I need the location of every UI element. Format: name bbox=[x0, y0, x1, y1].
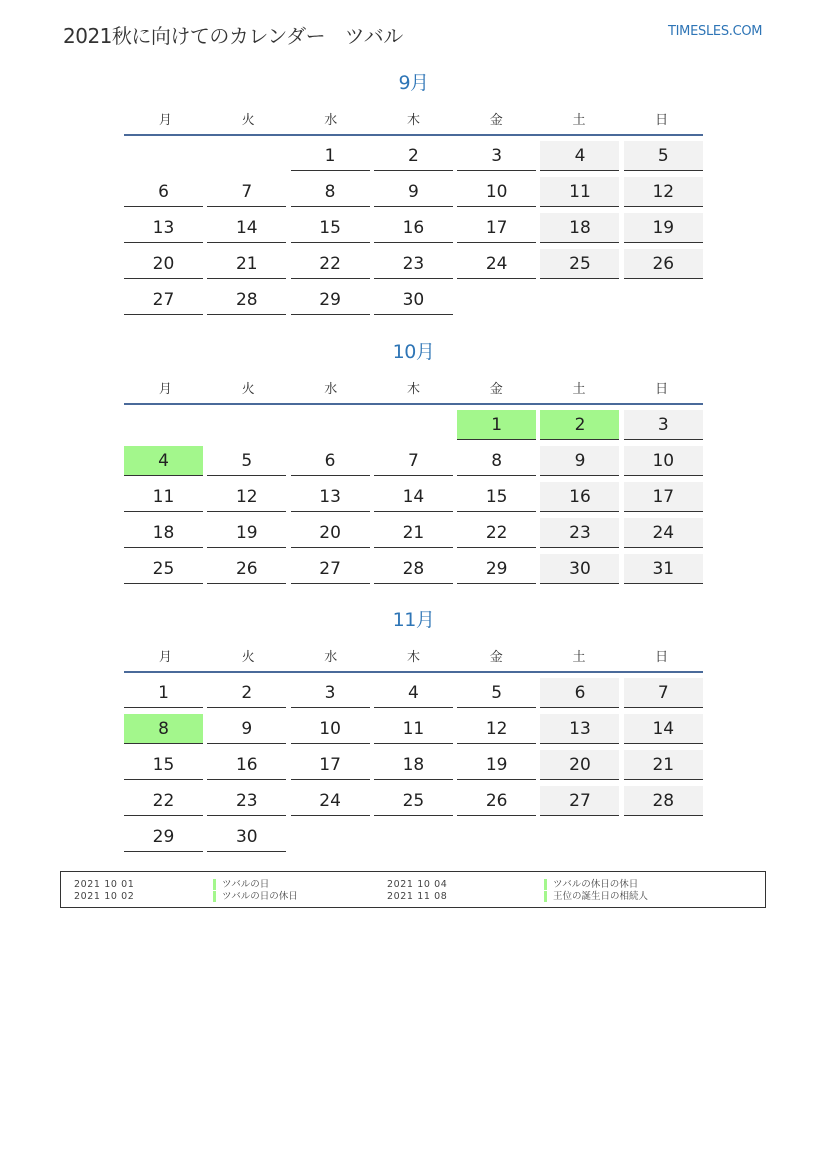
weekday-header bbox=[124, 639, 703, 673]
day-cell: 21 bbox=[624, 750, 703, 780]
weekday-header bbox=[124, 371, 703, 405]
weekday-label: 木 bbox=[407, 381, 421, 397]
day-cell: 14 bbox=[374, 482, 453, 512]
day-cell: 19 bbox=[457, 750, 536, 780]
holiday-day-cell: 2 bbox=[540, 410, 619, 440]
legend-holiday-name: ツバルの休日の休日 bbox=[544, 879, 638, 890]
day-grid bbox=[124, 141, 703, 320]
day-cell: 28 bbox=[624, 786, 703, 816]
day-cell: 27 bbox=[291, 554, 370, 584]
month-calendar-november bbox=[124, 605, 703, 857]
weekday-label: 日 bbox=[655, 649, 669, 665]
day-cell: 22 bbox=[291, 249, 370, 279]
day-cell: 18 bbox=[374, 750, 453, 780]
weekday-label: 水 bbox=[324, 381, 338, 397]
day-cell: 6 bbox=[291, 446, 370, 476]
day-cell: 27 bbox=[540, 786, 619, 816]
day-cell: 18 bbox=[124, 518, 203, 548]
day-grid bbox=[124, 410, 703, 589]
day-cell: 24 bbox=[624, 518, 703, 548]
empty-day-cell bbox=[624, 285, 703, 315]
legend-date: 2021 10 04 bbox=[387, 879, 448, 890]
day-grid bbox=[124, 678, 703, 857]
month-title: 10月 bbox=[392, 341, 435, 363]
day-cell: 14 bbox=[207, 213, 286, 243]
weekday-label: 火 bbox=[241, 381, 255, 397]
day-cell: 21 bbox=[207, 249, 286, 279]
page-title: 2021秋に向けてのカレンダー ツバル bbox=[63, 24, 403, 48]
day-cell: 9 bbox=[374, 177, 453, 207]
day-cell: 5 bbox=[624, 141, 703, 171]
legend-date: 2021 10 02 bbox=[74, 891, 135, 902]
day-cell: 24 bbox=[291, 786, 370, 816]
day-cell: 17 bbox=[457, 213, 536, 243]
weekday-label: 水 bbox=[324, 649, 338, 665]
day-cell: 6 bbox=[124, 177, 203, 207]
weekday-label: 月 bbox=[158, 649, 172, 665]
day-cell: 7 bbox=[207, 177, 286, 207]
weekday-label: 火 bbox=[241, 649, 255, 665]
weekday-label: 土 bbox=[572, 381, 586, 397]
day-cell: 20 bbox=[540, 750, 619, 780]
weekday-label: 月 bbox=[158, 381, 172, 397]
weekday-label: 日 bbox=[655, 381, 669, 397]
day-cell: 22 bbox=[457, 518, 536, 548]
holiday-day-cell: 4 bbox=[124, 446, 203, 476]
day-cell: 18 bbox=[540, 213, 619, 243]
day-cell: 26 bbox=[457, 786, 536, 816]
legend-date: 2021 10 01 bbox=[74, 879, 135, 890]
legend-holiday-name: 王位の誕生日の相続人 bbox=[544, 891, 648, 902]
day-cell: 13 bbox=[124, 213, 203, 243]
empty-day-cell bbox=[124, 141, 203, 171]
weekday-label: 木 bbox=[407, 649, 421, 665]
day-cell: 4 bbox=[374, 678, 453, 708]
day-cell: 24 bbox=[457, 249, 536, 279]
day-cell: 30 bbox=[374, 285, 453, 315]
weekday-label: 火 bbox=[241, 112, 255, 128]
day-cell: 3 bbox=[624, 410, 703, 440]
weekday-label: 金 bbox=[489, 112, 503, 128]
weekday-label: 木 bbox=[407, 112, 421, 128]
day-cell: 8 bbox=[457, 446, 536, 476]
day-cell: 25 bbox=[124, 554, 203, 584]
day-cell: 21 bbox=[374, 518, 453, 548]
day-cell: 26 bbox=[207, 554, 286, 584]
day-cell: 25 bbox=[540, 249, 619, 279]
day-cell: 3 bbox=[457, 141, 536, 171]
empty-day-cell bbox=[374, 410, 453, 440]
empty-day-cell bbox=[540, 285, 619, 315]
day-cell: 10 bbox=[457, 177, 536, 207]
day-cell: 20 bbox=[291, 518, 370, 548]
day-cell: 29 bbox=[124, 822, 203, 852]
day-cell: 12 bbox=[624, 177, 703, 207]
day-cell: 2 bbox=[374, 141, 453, 171]
day-cell: 16 bbox=[207, 750, 286, 780]
day-cell: 2 bbox=[207, 678, 286, 708]
day-cell: 17 bbox=[624, 482, 703, 512]
day-cell: 1 bbox=[124, 678, 203, 708]
day-cell: 28 bbox=[374, 554, 453, 584]
day-cell: 19 bbox=[624, 213, 703, 243]
day-cell: 11 bbox=[540, 177, 619, 207]
weekday-header bbox=[124, 102, 703, 136]
day-cell: 11 bbox=[374, 714, 453, 744]
day-cell: 15 bbox=[291, 213, 370, 243]
holiday-day-cell: 8 bbox=[124, 714, 203, 744]
weekday-label: 月 bbox=[158, 112, 172, 128]
day-cell: 9 bbox=[540, 446, 619, 476]
day-cell: 12 bbox=[207, 482, 286, 512]
day-cell: 7 bbox=[374, 446, 453, 476]
day-cell: 14 bbox=[624, 714, 703, 744]
day-cell: 16 bbox=[540, 482, 619, 512]
day-cell: 22 bbox=[124, 786, 203, 816]
day-cell: 27 bbox=[124, 285, 203, 315]
day-cell: 17 bbox=[291, 750, 370, 780]
empty-day-cell bbox=[291, 822, 370, 852]
day-cell: 15 bbox=[457, 482, 536, 512]
day-cell: 10 bbox=[624, 446, 703, 476]
day-cell: 10 bbox=[291, 714, 370, 744]
empty-day-cell bbox=[207, 410, 286, 440]
day-cell: 9 bbox=[207, 714, 286, 744]
day-cell: 23 bbox=[540, 518, 619, 548]
legend-holiday-name: ツバルの日 bbox=[213, 879, 269, 890]
day-cell: 13 bbox=[291, 482, 370, 512]
day-cell: 8 bbox=[291, 177, 370, 207]
day-cell: 26 bbox=[624, 249, 703, 279]
day-cell: 12 bbox=[457, 714, 536, 744]
day-cell: 13 bbox=[540, 714, 619, 744]
empty-day-cell bbox=[291, 410, 370, 440]
day-cell: 19 bbox=[207, 518, 286, 548]
day-cell: 25 bbox=[374, 786, 453, 816]
day-cell: 3 bbox=[291, 678, 370, 708]
day-cell: 23 bbox=[207, 786, 286, 816]
empty-day-cell bbox=[540, 822, 619, 852]
day-cell: 20 bbox=[124, 249, 203, 279]
site-link[interactable]: TIMESLES.COM bbox=[668, 24, 763, 39]
weekday-label: 水 bbox=[324, 112, 338, 128]
month-title: 11月 bbox=[392, 609, 435, 631]
day-cell: 30 bbox=[540, 554, 619, 584]
legend-holiday-name: ツバルの日の休日 bbox=[213, 891, 298, 902]
empty-day-cell bbox=[457, 822, 536, 852]
empty-day-cell bbox=[207, 141, 286, 171]
day-cell: 5 bbox=[207, 446, 286, 476]
day-cell: 28 bbox=[207, 285, 286, 315]
day-cell: 29 bbox=[291, 285, 370, 315]
holiday-day-cell: 1 bbox=[457, 410, 536, 440]
month-calendar-october bbox=[124, 337, 703, 589]
day-cell: 1 bbox=[291, 141, 370, 171]
day-cell: 15 bbox=[124, 750, 203, 780]
day-cell: 11 bbox=[124, 482, 203, 512]
weekday-label: 金 bbox=[489, 381, 503, 397]
day-cell: 23 bbox=[374, 249, 453, 279]
weekday-label: 金 bbox=[489, 649, 503, 665]
day-cell: 5 bbox=[457, 678, 536, 708]
day-cell: 29 bbox=[457, 554, 536, 584]
empty-day-cell bbox=[124, 410, 203, 440]
weekday-label: 日 bbox=[655, 112, 669, 128]
day-cell: 31 bbox=[624, 554, 703, 584]
day-cell: 16 bbox=[374, 213, 453, 243]
day-cell: 7 bbox=[624, 678, 703, 708]
month-calendar-september bbox=[124, 68, 703, 320]
day-cell: 6 bbox=[540, 678, 619, 708]
weekday-label: 土 bbox=[572, 649, 586, 665]
weekday-label: 土 bbox=[572, 112, 586, 128]
empty-day-cell bbox=[624, 822, 703, 852]
empty-day-cell bbox=[457, 285, 536, 315]
day-cell: 4 bbox=[540, 141, 619, 171]
month-title: 9月 bbox=[398, 72, 429, 94]
legend-date: 2021 11 08 bbox=[387, 891, 448, 902]
empty-day-cell bbox=[374, 822, 453, 852]
day-cell: 30 bbox=[207, 822, 286, 852]
holiday-legend bbox=[60, 871, 766, 908]
